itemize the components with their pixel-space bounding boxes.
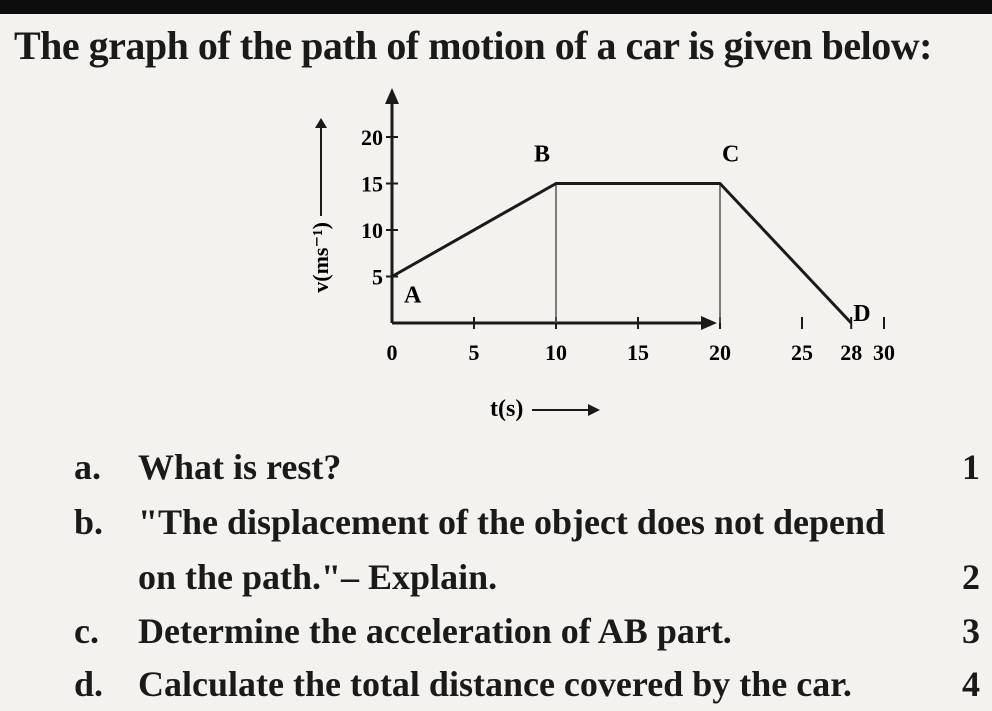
question-a-mark: 1 xyxy=(962,447,980,487)
question-b-letter: b. xyxy=(74,502,104,542)
y-axis-arrow xyxy=(385,88,399,104)
x-tick-label: 20 xyxy=(709,340,731,365)
question-c-mark: 3 xyxy=(962,611,980,651)
question-d-letter: d. xyxy=(74,664,104,704)
x-tick-label: 15 xyxy=(627,340,649,365)
x-tick-label: 0 xyxy=(386,340,398,365)
question-b-continuation: on the path."– Explain. xyxy=(138,557,498,597)
question-a-letter: a. xyxy=(74,447,101,487)
x-axis-arrow xyxy=(701,316,717,330)
x-tick-label: 25 xyxy=(791,340,813,365)
question-d-text: Calculate the total distance covered by the car. xyxy=(138,664,852,704)
y-tick-label: 15 xyxy=(361,171,383,197)
y-tick-label: 10 xyxy=(361,218,383,243)
question-b-text: "The displacement of the object does not depend xyxy=(138,502,885,542)
question-c-text: Determine the acceleration of AB part. xyxy=(138,611,732,651)
question-b-mark: 2 xyxy=(962,557,980,597)
point-label-a: A xyxy=(404,282,422,309)
x-tick-label: 30 xyxy=(873,340,895,365)
velocity-time-graph xyxy=(290,82,895,432)
question-heading: The graph of the path of motion of a car is given below: xyxy=(14,23,932,68)
y-axis-label-arrow-head xyxy=(315,118,327,128)
point-label-b: B xyxy=(534,141,551,168)
question-a-text: What is rest? xyxy=(138,447,342,487)
point-label-c: C xyxy=(722,141,740,168)
x-axis-label: t(s) xyxy=(490,396,524,422)
x-tick-label: 5 xyxy=(468,340,480,365)
y-tick-label: 20 xyxy=(361,125,383,150)
y-tick-label: 5 xyxy=(372,264,383,290)
x-tick-label: 28 xyxy=(840,340,863,365)
velocity-line xyxy=(392,184,851,324)
point-label-d: D xyxy=(853,301,871,327)
question-c-letter: c. xyxy=(74,611,99,651)
y-axis-label-group xyxy=(308,118,333,293)
top-border xyxy=(0,0,992,14)
question-d-mark: 4 xyxy=(962,664,980,704)
x-axis-label-arrow-head xyxy=(588,404,600,416)
y-axis-label: v(ms⁻¹) xyxy=(308,222,333,293)
x-tick-label: 10 xyxy=(545,340,567,365)
